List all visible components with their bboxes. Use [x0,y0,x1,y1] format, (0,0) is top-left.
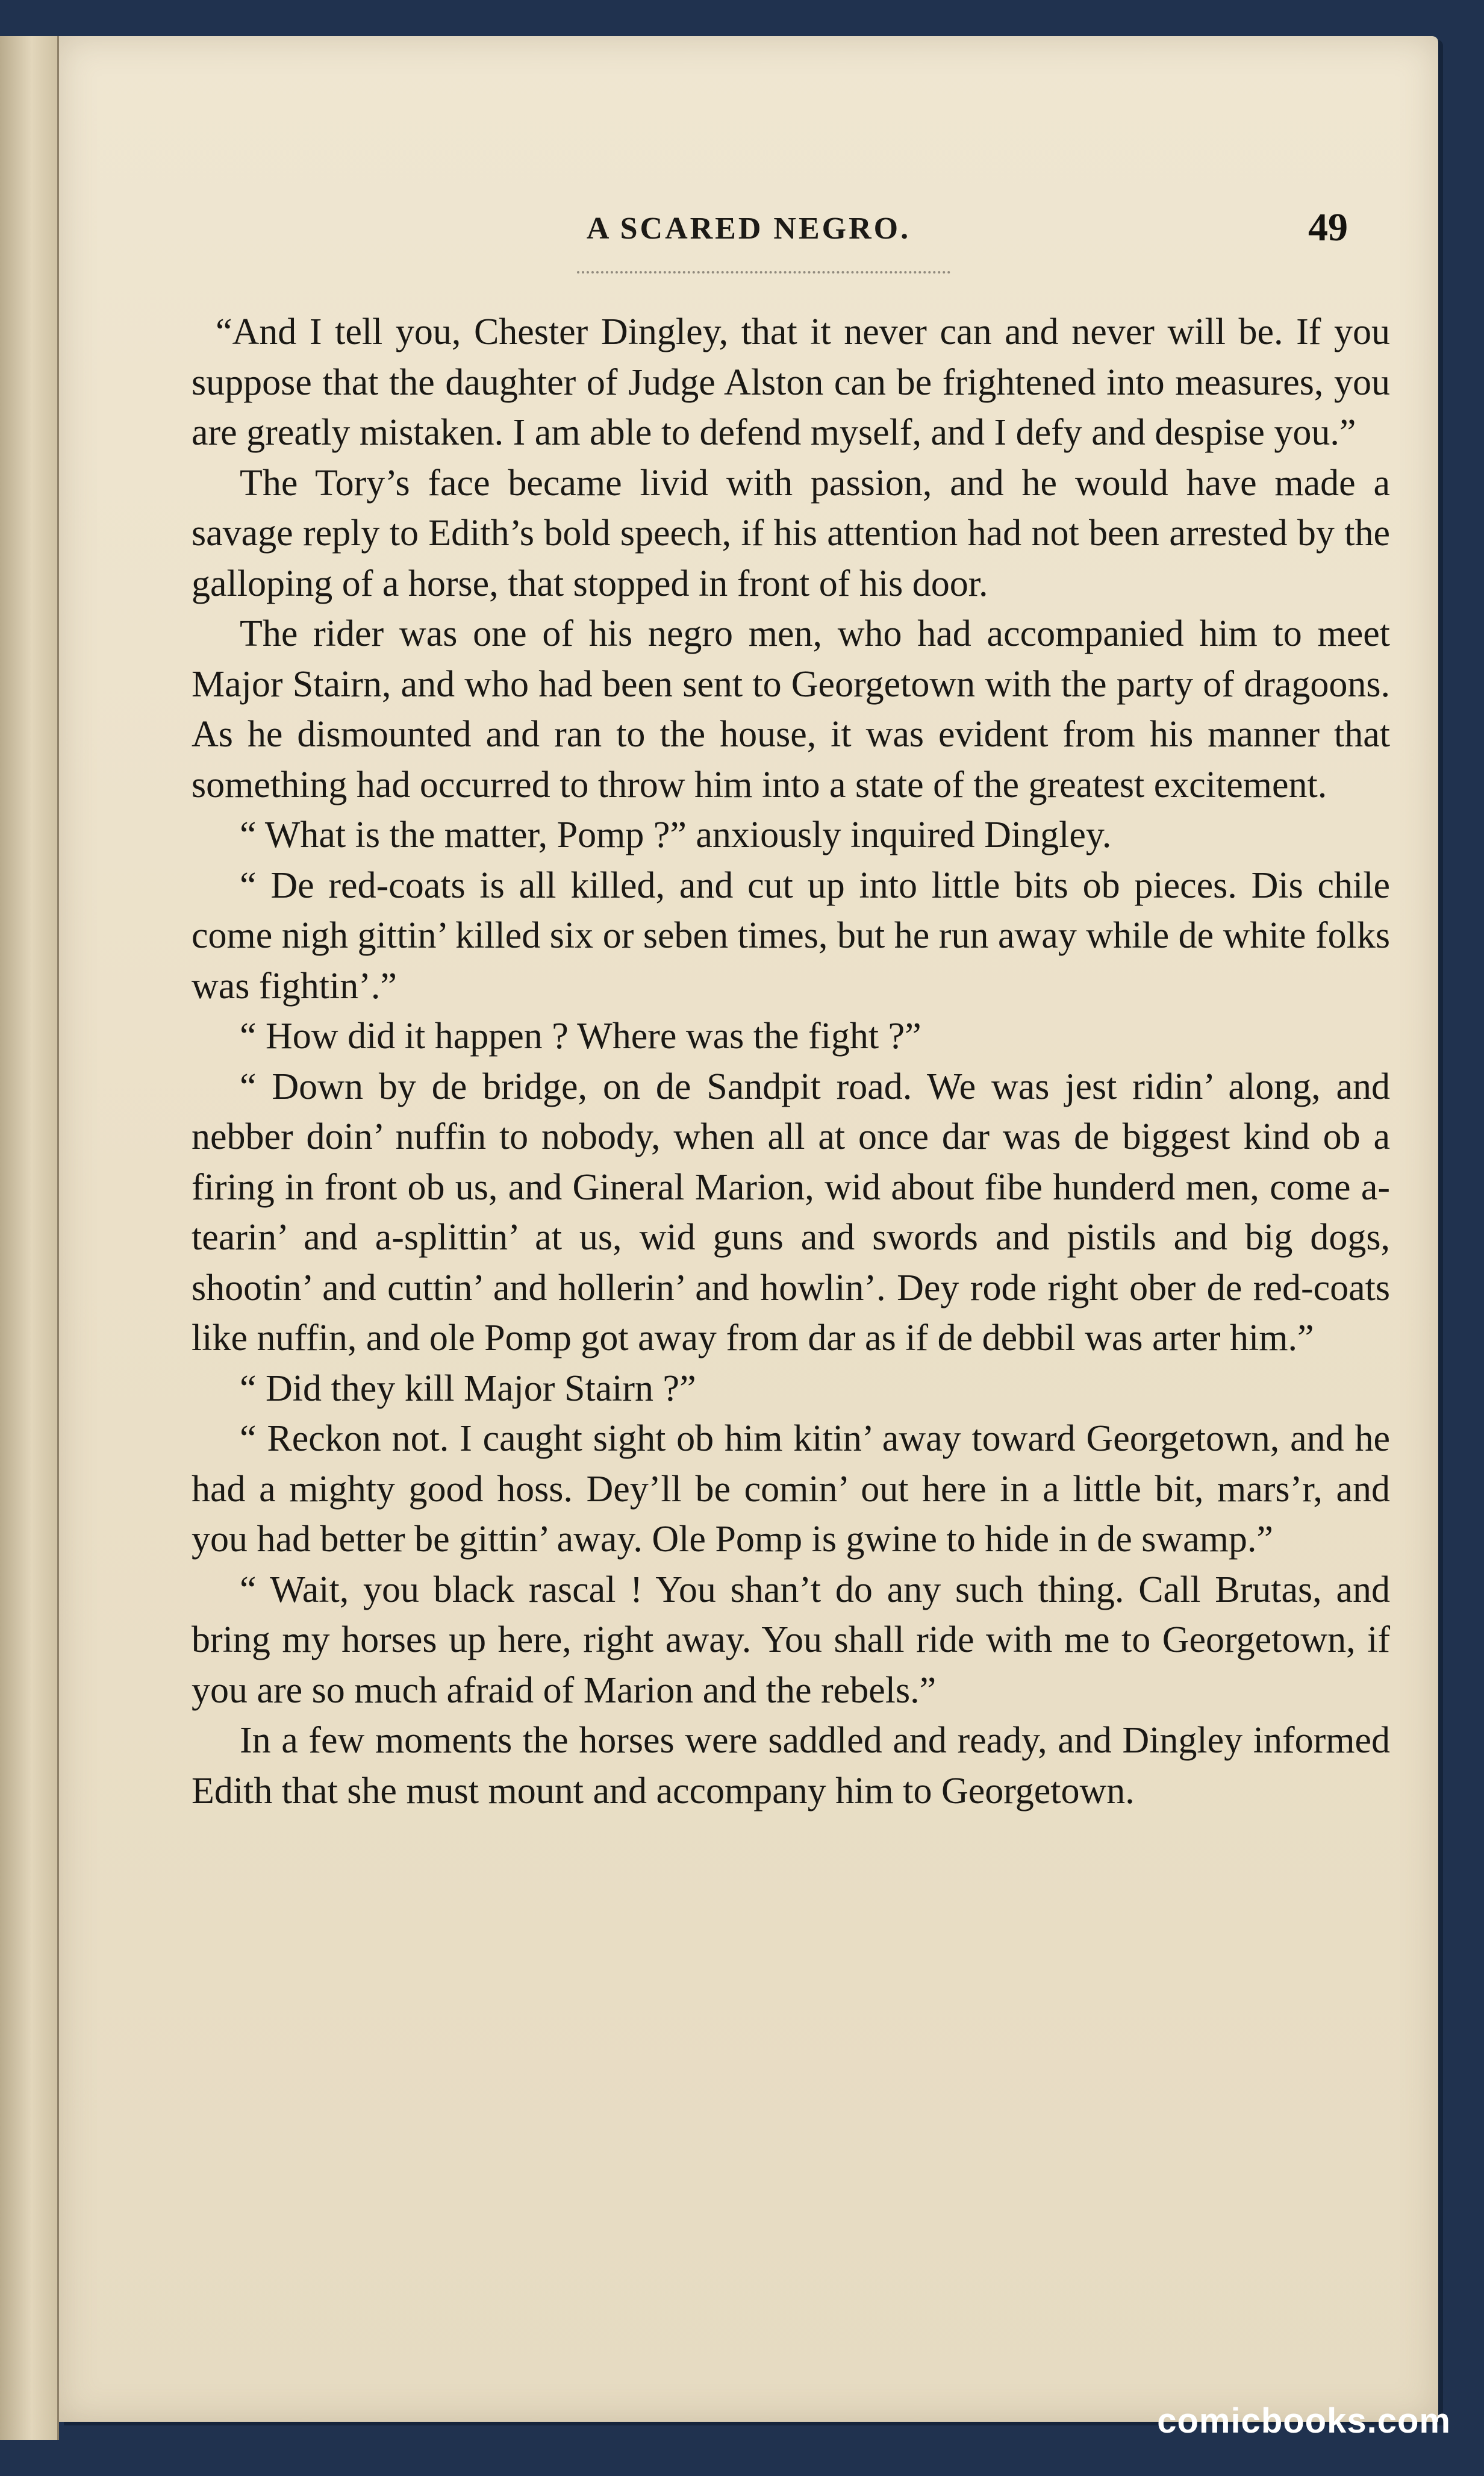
page-header [59,211,1438,246]
paragraph: “ Down by de bridge, on de Sandpit road. We was jest ridin’ along, and nebber doin’ nuffin to nobody, when all at once dar was de biggest kind ob a firing in front ob us, and Gineral Marion, wid about fibe hunderd men, come a-tearin’ and a-splittin’ at us, wid guns and swords and pistils and big dogs, shootin’ and cuttin’ and hollerin’ and howlin’. Dey rode right ober de red-coats like nuffin, and ole Pomp got away from dar as if de debbil was arter him.” [192,1066,1390,1358]
paragraph: “ Reckon not. I caught sight ob him kitin’ away toward Georgetown, and he had a mighty good hoss. Dey’ll be comin’ out here in a little bit, mars’r, and you had better be gittin’ away. Ole Pomp is gwine to hide in de swamp.” [192,1418,1390,1560]
paragraph: “ How did it happen ? Where was the fight ?” [240,1016,921,1057]
header-rule [577,271,950,276]
paragraph: The Tory’s face became livid with passion, and he would have made a savage reply to Edith’s bold speech, if his attention had not been arrested by the galloping of a horse, that stopped in front of his door. [192,462,1390,604]
paragraph: “ De red-coats is all killed, and cut up into little bits ob pieces. Dis chile come nigh gittin’ killed six or seben times, but he run away while de white folks was fightin’.” [192,864,1390,1007]
running-title: A SCARED NEGRO. [586,211,911,246]
paragraph: “ Did they kill Major Stairn ?” [240,1368,696,1409]
paragraph: “And I tell you, Chester Dingley, that it never can and never will be. If you suppose that the daughter of Judge Alston can be frightened into measures, you are greatly mistaken. I am able to defend myself, and I defy and despise you.” [192,311,1390,453]
paragraph: “ Wait, you black rascal ! You shan’t do any such thing. Call Brutas, and bring my horses up here, right away. You shall ride with me to Georgetown, if you are so much afraid of Marion and the rebels.” [192,1569,1390,1711]
body-text [192,307,1390,1816]
paragraph: “ What is the matter, Pomp ?” anxiously inquired Dingley. [240,814,1112,855]
watermark: comicbooks.com [1157,2401,1451,2440]
page-number: 49 [1308,205,1348,249]
paragraph: In a few moments the horses were saddled and ready, and Dingley informed Edith that she must mount and accompany him to Georgetown. [192,1720,1390,1812]
paragraph: The rider was one of his negro men, who had accompanied him to meet Major Stairn, and who had been sent to Georgetown with the party of dragoons. As he dismounted and ran to the house, it was evident from his manner that something had occurred to throw him into a state of the greatest excitement. [192,613,1390,805]
book-page [59,36,1438,2422]
book-spine-edge [0,36,59,2440]
